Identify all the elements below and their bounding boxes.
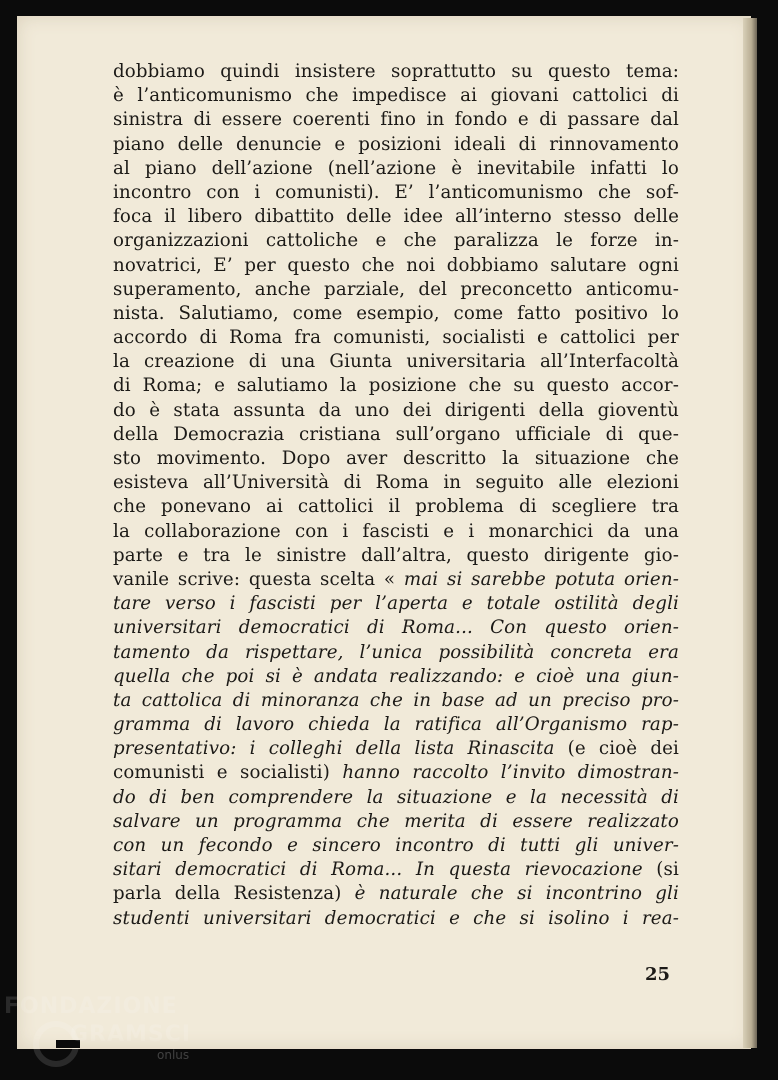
quote-line: con un fecondo e sincero incontro di tutti gli univer- [113, 835, 679, 856]
roman-span: parla della Resistenza) [113, 883, 355, 905]
quote-line: gramma di lavoro chieda la ratifica all’Organismo rap- [113, 714, 679, 736]
quote-span: è naturale che si incontrino gli [354, 883, 679, 905]
text-line: piano delle denuncie e posizioni ideali di rinnovamento [113, 133, 679, 155]
page-edge [743, 18, 757, 1048]
page-number: 25 [645, 964, 671, 985]
watermark-foundation: FONDAZIONE [4, 994, 178, 1019]
quote-line: tamento da rispettare, l’unica possibilità concreta era [113, 641, 679, 663]
text-line-mixed [113, 858, 679, 882]
text-line: di Roma; e salutiamo la posizione che su questo accor- [113, 375, 679, 397]
text-line-mixed [113, 882, 679, 906]
text-line: sinistra di essere coerenti fino in fondo e di passare dal [113, 109, 679, 131]
quote-span: mai si sarebbe potuta orien- [403, 568, 679, 590]
text-line-mixed [113, 761, 679, 785]
quote-line: ta cattolica di minoranza che in base ad un preciso pro- [113, 689, 679, 711]
text-line: superamento, anche parziale, del preconcetto anticomu- [113, 278, 679, 300]
quote-line: universitari democratici di Roma... Con questo orien- [113, 617, 679, 639]
watermark-onlus: onlus [157, 1048, 190, 1062]
quote-span: sitari democratici di Roma... In questa rievocazione [113, 859, 657, 881]
quote-line: do di ben comprendere la situazione e la necessità di [113, 786, 679, 808]
text-line: della Democrazia cristiana sull’organo ufficiale di que- [113, 423, 679, 445]
quote-span: hanno raccolto l’invito dimostran- [342, 762, 679, 784]
text-line: al piano dell’azione (nell’azione è inevitabile infatti lo [113, 157, 679, 179]
text-line: incontro con i comunisti). E’ l’anticomunismo che sof- [113, 181, 679, 203]
text-line: do è stata assunta da uno dei dirigenti della gioventù [113, 399, 679, 421]
quote-line: tare verso i fascisti per l’aperta e totale ostilità degli [113, 593, 679, 615]
text-line: nista. Salutiamo, come esempio, come fatto positivo lo [113, 302, 679, 324]
watermark-gramsci: GRAMSCI [70, 1022, 192, 1047]
text-line: la collaborazione con i fascisti e i monarchici da una [113, 520, 679, 542]
body-text [113, 60, 679, 931]
text-line: è l’anticomunismo che impedisce ai giovani cattolici di [113, 85, 679, 107]
text-line: organizzazioni cattoliche e che paralizza le forze in- [113, 230, 679, 252]
roman-span: (si [656, 859, 679, 881]
text-line: dobbiamo quindi insistere soprattutto su questo tema: [113, 61, 679, 82]
text-line: novatrici, E’ per questo che noi dobbiamo salutare ogni [113, 254, 679, 276]
text-line: che ponevano ai cattolici il problema di scegliere tra [113, 496, 679, 518]
text-line: la creazione di una Giunta universitaria all’Interfacoltà [113, 351, 679, 373]
text-line: foca il libero dibattito delle idee all’interno stesso delle [113, 206, 679, 228]
text-line: accordo di Roma fra comunisti, socialisti e cattolici per [113, 327, 679, 349]
text-line: sto movimento. Dopo aver descritto la situazione che [113, 448, 679, 469]
quote-span: presentativo: i colleghi della lista Rinascita [113, 738, 568, 760]
roman-span: vanile scrive: questa scelta « [113, 568, 404, 590]
text-line: esisteva all’Università di Roma in seguito alle elezioni [113, 472, 679, 494]
text-line-mixed [113, 737, 679, 761]
text-line: parte e tra le sinistre dall’altra, questo dirigente gio- [113, 544, 679, 566]
text-line-mixed [113, 568, 679, 592]
quote-line: salvare un programma che merita di essere realizzato [113, 810, 679, 832]
roman-span: (e cioè dei [567, 738, 679, 760]
roman-span: comunisti e socialisti) [113, 762, 343, 784]
quote-line: studenti universitari democratici e che si isolino i rea- [113, 907, 679, 929]
quote-line: quella che poi si è andata realizzando: e cioè una giun- [113, 665, 679, 687]
